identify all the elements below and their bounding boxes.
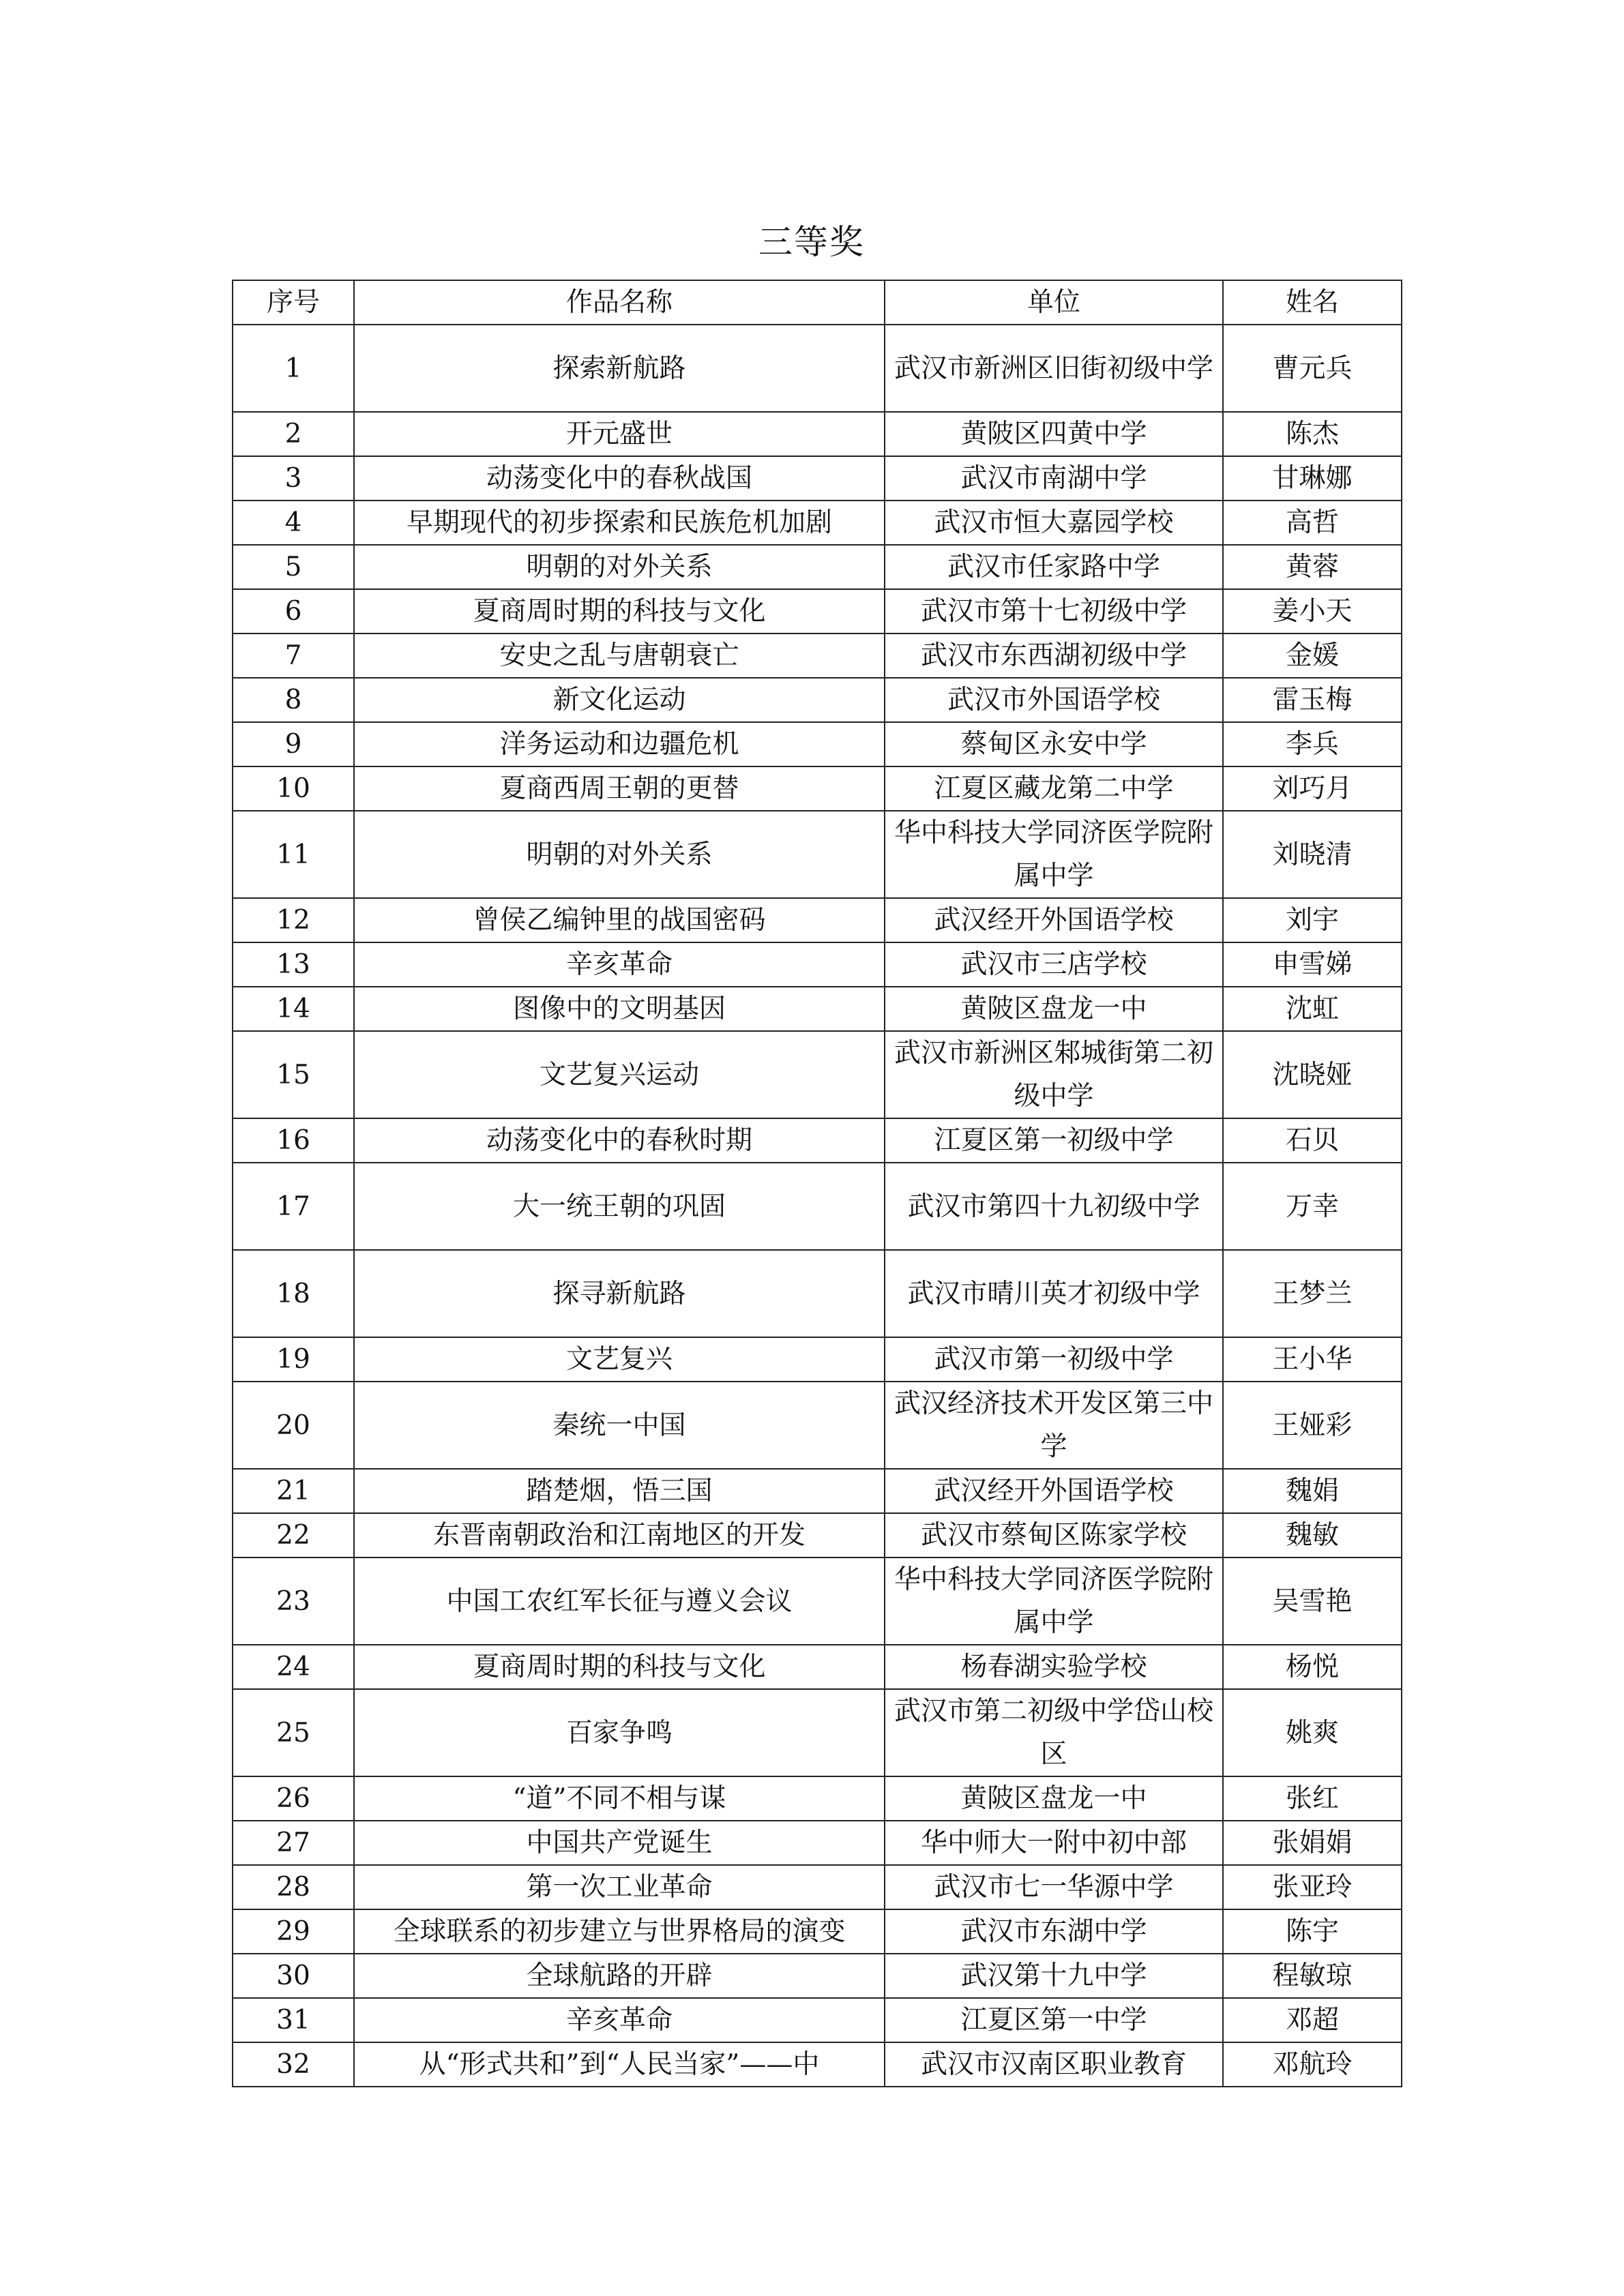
cell-name: 杨悦: [1223, 1645, 1402, 1689]
cell-name: 甘琳娜: [1223, 456, 1402, 501]
cell-number: 25: [233, 1689, 354, 1776]
cell-unit: 武汉市第十七初级中学: [885, 589, 1223, 633]
header-name: 姓名: [1223, 280, 1402, 325]
cell-name: 刘巧月: [1223, 766, 1402, 811]
cell-work-title: 开元盛世: [354, 412, 885, 456]
cell-name: 吴雪艳: [1223, 1557, 1402, 1645]
cell-work-title: 明朝的对外关系: [354, 811, 885, 898]
table-row: [233, 325, 1402, 412]
cell-number: 13: [233, 942, 354, 987]
cell-unit: 武汉经开外国语学校: [885, 1469, 1223, 1513]
cell-unit: 华中师大一附中初中部: [885, 1821, 1223, 1865]
table-row: [233, 722, 1402, 766]
cell-work-title: 辛亥革命: [354, 1998, 885, 2042]
cell-work-title: 全球航路的开辟: [354, 1954, 885, 1998]
cell-work-title: 夏商周时期的科技与文化: [354, 589, 885, 633]
table-row: [233, 987, 1402, 1031]
cell-number: 8: [233, 678, 354, 722]
cell-work-title: 第一次工业革命: [354, 1865, 885, 1909]
cell-unit: 黄陂区盘龙一中: [885, 987, 1223, 1031]
table-row: [233, 942, 1402, 987]
cell-name: 万幸: [1223, 1163, 1402, 1250]
cell-number: 15: [233, 1031, 354, 1118]
header-no: 序号: [233, 280, 354, 325]
cell-name: 刘晓清: [1223, 811, 1402, 898]
table-row: [233, 766, 1402, 811]
cell-number: 9: [233, 722, 354, 766]
cell-work-title: 明朝的对外关系: [354, 545, 885, 589]
table-header-row: [233, 280, 1402, 325]
cell-number: 24: [233, 1645, 354, 1689]
table-row: [233, 1163, 1402, 1250]
cell-work-title: 文艺复兴运动: [354, 1031, 885, 1118]
table-row: [233, 501, 1402, 545]
table-row: [233, 898, 1402, 942]
cell-number: 11: [233, 811, 354, 898]
cell-unit: 武汉市东西湖初级中学: [885, 633, 1223, 678]
cell-name: 陈宇: [1223, 1909, 1402, 1954]
table-row: [233, 1337, 1402, 1382]
cell-work-title: 从“形式共和”到“人民当家”——中: [354, 2042, 885, 2087]
table-row: [233, 1821, 1402, 1865]
cell-name: 陈杰: [1223, 412, 1402, 456]
cell-unit: 武汉市第二初级中学岱山校区: [885, 1689, 1223, 1776]
cell-unit: 黄陂区四黄中学: [885, 412, 1223, 456]
table-row: [233, 1776, 1402, 1821]
cell-unit: 黄陂区盘龙一中: [885, 1776, 1223, 1821]
table-row: [233, 456, 1402, 501]
table-row: [233, 1250, 1402, 1337]
cell-work-title: 中国共产党诞生: [354, 1821, 885, 1865]
header-work: 作品名称: [354, 280, 885, 325]
cell-name: 王梦兰: [1223, 1250, 1402, 1337]
table-row: [233, 1689, 1402, 1776]
cell-name: 程敏琼: [1223, 1954, 1402, 1998]
table-row: [233, 1031, 1402, 1118]
cell-name: 姚爽: [1223, 1689, 1402, 1776]
table-row: [233, 1557, 1402, 1645]
cell-name: 申雪娣: [1223, 942, 1402, 987]
cell-unit: 江夏区第一中学: [885, 1998, 1223, 2042]
cell-name: 李兵: [1223, 722, 1402, 766]
cell-number: 26: [233, 1776, 354, 1821]
cell-work-title: 图像中的文明基因: [354, 987, 885, 1031]
table-row: [233, 1513, 1402, 1557]
cell-work-title: 辛亥革命: [354, 942, 885, 987]
cell-name: 张红: [1223, 1776, 1402, 1821]
cell-unit: 蔡甸区永安中学: [885, 722, 1223, 766]
cell-work-title: 安史之乱与唐朝衰亡: [354, 633, 885, 678]
cell-name: 魏娟: [1223, 1469, 1402, 1513]
cell-unit: 武汉市南湖中学: [885, 456, 1223, 501]
cell-unit: 江夏区藏龙第二中学: [885, 766, 1223, 811]
cell-unit: 武汉市汉南区职业教育: [885, 2042, 1223, 2087]
cell-unit: 武汉市外国语学校: [885, 678, 1223, 722]
cell-number: 23: [233, 1557, 354, 1645]
cell-name: 邓超: [1223, 1998, 1402, 2042]
cell-work-title: 动荡变化中的春秋战国: [354, 456, 885, 501]
cell-name: 魏敏: [1223, 1513, 1402, 1557]
cell-number: 29: [233, 1909, 354, 1954]
table-row: [233, 678, 1402, 722]
table-row: [233, 811, 1402, 898]
cell-work-title: 新文化运动: [354, 678, 885, 722]
cell-unit: 武汉经开外国语学校: [885, 898, 1223, 942]
cell-work-title: 百家争鸣: [354, 1689, 885, 1776]
table-row: [233, 1954, 1402, 1998]
cell-number: 28: [233, 1865, 354, 1909]
table-row: [233, 589, 1402, 633]
cell-number: 22: [233, 1513, 354, 1557]
cell-number: 30: [233, 1954, 354, 1998]
cell-work-title: “道”不同不相与谋: [354, 1776, 885, 1821]
cell-name: 沈晓娅: [1223, 1031, 1402, 1118]
cell-unit: 武汉市恒大嘉园学校: [885, 501, 1223, 545]
page-title: 三等奖: [758, 222, 865, 262]
cell-work-title: 全球联系的初步建立与世界格局的演变: [354, 1909, 885, 1954]
cell-work-title: 夏商周时期的科技与文化: [354, 1645, 885, 1689]
table-row: [233, 1909, 1402, 1954]
cell-unit: 华中科技大学同济医学院附属中学: [885, 811, 1223, 898]
cell-name: 曹元兵: [1223, 325, 1402, 412]
cell-number: 10: [233, 766, 354, 811]
cell-number: 31: [233, 1998, 354, 2042]
cell-number: 14: [233, 987, 354, 1031]
cell-unit: 武汉市蔡甸区陈家学校: [885, 1513, 1223, 1557]
cell-unit: 杨春湖实验学校: [885, 1645, 1223, 1689]
cell-work-title: 大一统王朝的巩固: [354, 1163, 885, 1250]
table-row: [233, 2042, 1402, 2087]
cell-work-title: 曾侯乙编钟里的战国密码: [354, 898, 885, 942]
award-table: [232, 280, 1402, 2087]
cell-unit: 武汉第十九中学: [885, 1954, 1223, 1998]
table-row: [233, 545, 1402, 589]
cell-name: 黄蓉: [1223, 545, 1402, 589]
cell-name: 沈虹: [1223, 987, 1402, 1031]
cell-name: 邓航玲: [1223, 2042, 1402, 2087]
cell-number: 16: [233, 1118, 354, 1163]
cell-unit: 武汉市新洲区旧街初级中学: [885, 325, 1223, 412]
cell-work-title: 文艺复兴: [354, 1337, 885, 1382]
cell-unit: 武汉市新洲区邾城街第二初级中学: [885, 1031, 1223, 1118]
cell-work-title: 中国工农红军长征与遵义会议: [354, 1557, 885, 1645]
cell-number: 19: [233, 1337, 354, 1382]
cell-number: 1: [233, 325, 354, 412]
cell-work-title: 踏楚烟，悟三国: [354, 1469, 885, 1513]
cell-unit: 江夏区第一初级中学: [885, 1118, 1223, 1163]
table-row: [233, 1645, 1402, 1689]
cell-unit: 武汉市第一初级中学: [885, 1337, 1223, 1382]
cell-work-title: 洋务运动和边疆危机: [354, 722, 885, 766]
cell-work-title: 东晋南朝政治和江南地区的开发: [354, 1513, 885, 1557]
cell-work-title: 探索新航路: [354, 325, 885, 412]
table-row: [233, 412, 1402, 456]
cell-work-title: 早期现代的初步探索和民族危机加剧: [354, 501, 885, 545]
cell-name: 王小华: [1223, 1337, 1402, 1382]
table-row: [233, 1469, 1402, 1513]
cell-number: 27: [233, 1821, 354, 1865]
cell-work-title: 探寻新航路: [354, 1250, 885, 1337]
table-row: [233, 1865, 1402, 1909]
cell-name: 王娅彩: [1223, 1382, 1402, 1469]
cell-number: 20: [233, 1382, 354, 1469]
cell-work-title: 秦统一中国: [354, 1382, 885, 1469]
table-row: [233, 633, 1402, 678]
cell-number: 17: [233, 1163, 354, 1250]
cell-unit: 华中科技大学同济医学院附属中学: [885, 1557, 1223, 1645]
cell-unit: 武汉市七一华源中学: [885, 1865, 1223, 1909]
cell-name: 张娟娟: [1223, 1821, 1402, 1865]
cell-work-title: 夏商西周王朝的更替: [354, 766, 885, 811]
cell-name: 石贝: [1223, 1118, 1402, 1163]
table-body: [233, 325, 1402, 2087]
cell-name: 金媛: [1223, 633, 1402, 678]
cell-number: 5: [233, 545, 354, 589]
cell-number: 32: [233, 2042, 354, 2087]
header-unit: 单位: [885, 280, 1223, 325]
cell-name: 刘宇: [1223, 898, 1402, 942]
cell-number: 21: [233, 1469, 354, 1513]
cell-name: 高哲: [1223, 501, 1402, 545]
cell-unit: 武汉市任家路中学: [885, 545, 1223, 589]
cell-name: 姜小天: [1223, 589, 1402, 633]
table-row: [233, 1382, 1402, 1469]
cell-number: 2: [233, 412, 354, 456]
cell-unit: 武汉经济技术开发区第三中学: [885, 1382, 1223, 1469]
cell-number: 6: [233, 589, 354, 633]
cell-name: 张亚玲: [1223, 1865, 1402, 1909]
cell-unit: 武汉市晴川英才初级中学: [885, 1250, 1223, 1337]
cell-unit: 武汉市第四十九初级中学: [885, 1163, 1223, 1250]
cell-number: 3: [233, 456, 354, 501]
cell-number: 7: [233, 633, 354, 678]
cell-number: 18: [233, 1250, 354, 1337]
cell-work-title: 动荡变化中的春秋时期: [354, 1118, 885, 1163]
table-row: [233, 1998, 1402, 2042]
cell-unit: 武汉市东湖中学: [885, 1909, 1223, 1954]
cell-number: 4: [233, 501, 354, 545]
cell-number: 12: [233, 898, 354, 942]
cell-name: 雷玉梅: [1223, 678, 1402, 722]
table-row: [233, 1118, 1402, 1163]
cell-unit: 武汉市三店学校: [885, 942, 1223, 987]
